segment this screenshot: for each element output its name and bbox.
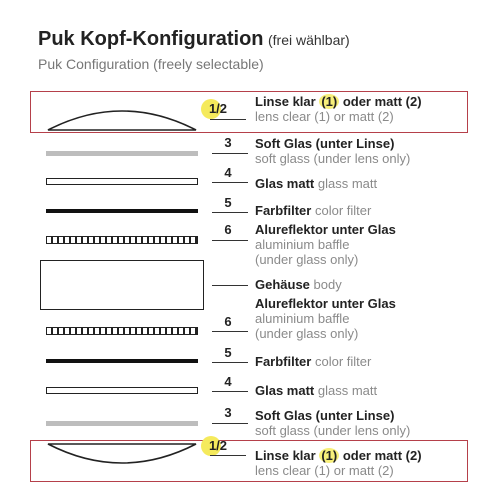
baffle-top-shape (46, 236, 198, 244)
lens-top-label-2: oder matt (2) (339, 94, 422, 109)
housing-body-shape (40, 260, 204, 310)
filter-bottom-leader (212, 362, 248, 363)
housing-label-bold: Gehäuse (255, 277, 310, 292)
soft-bottom-label (255, 408, 410, 438)
soft-top-label-bold: Soft Glas (unter Linse) (255, 136, 395, 151)
lens-bottom-label (255, 448, 422, 478)
matt-bottom-label-bold: Glas matt (255, 383, 315, 398)
baffle-bottom-label (255, 296, 396, 341)
soft-bottom-leader (212, 423, 248, 424)
lens-top-sub: lens clear (1) or matt (2) (255, 109, 394, 124)
baffle-top-label (255, 222, 396, 267)
lens-bottom-label-2: oder matt (2) (339, 448, 422, 463)
baffle-top-sub1: aluminium baffle (255, 237, 350, 252)
filter-bottom-number: 5 (224, 345, 232, 360)
matt-top-leader (212, 182, 248, 183)
baffle-top-label-bold: Alureflektor unter Glas (255, 222, 396, 237)
housing-label (255, 277, 342, 292)
soft-top-number: 3 (224, 135, 232, 150)
lens-bottom-label-hl: (1) (321, 448, 338, 463)
lens-bottom-sub: lens clear (1) or matt (2) (255, 463, 394, 478)
lens-top-label (255, 94, 422, 124)
soft-glass-top-shape (46, 151, 198, 156)
filter-bottom-label-normal: color filter (314, 354, 372, 369)
baffle-bottom-sub1: aluminium baffle (255, 311, 350, 326)
matt-top-number: 4 (224, 165, 232, 180)
filter-bottom-label-bold: Farbfilter (255, 354, 312, 369)
matt-top-label-normal: glass matt (317, 176, 378, 191)
lens-bottom-label-1: Linse klar (255, 448, 320, 463)
lens-top-number: 1/2 (208, 101, 228, 116)
filter-top-label-bold: Farbfilter (255, 203, 312, 218)
soft-glass-bottom-shape (46, 421, 198, 426)
filter-top-leader (212, 212, 248, 213)
filter-top-label-normal: color filter (314, 203, 372, 218)
color-filter-top-shape (46, 209, 198, 213)
soft-top-sub: soft glass (under lens only) (255, 151, 411, 166)
housing-label-normal: body (313, 277, 342, 292)
color-filter-bottom-shape (46, 359, 198, 363)
matt-top-label (255, 176, 377, 191)
lens-bottom-leader (210, 455, 246, 456)
housing-leader (212, 285, 248, 286)
baffle-bottom-sub2: (under glass only) (255, 326, 359, 341)
soft-bottom-label-bold: Soft Glas (unter Linse) (255, 408, 395, 423)
soft-top-leader (212, 153, 248, 154)
lens-top-label-1: Linse klar (255, 94, 320, 109)
matt-bottom-leader (212, 391, 248, 392)
page-subtitle: Puk Configuration (freely selectable) (38, 56, 264, 72)
glass-matt-top-shape (46, 178, 198, 185)
filter-bottom-label (255, 354, 371, 369)
matt-top-label-bold: Glas matt (255, 176, 315, 191)
filter-top-label (255, 203, 371, 218)
baffle-bottom-shape (46, 327, 198, 335)
matt-bottom-number: 4 (224, 374, 232, 389)
lens-bottom-shape (42, 440, 202, 474)
title-paren: (frei wählbar) (267, 32, 350, 48)
lens-bottom-number: 1/2 (208, 438, 228, 453)
baffle-bottom-number: 6 (224, 314, 232, 329)
filter-top-number: 5 (224, 195, 232, 210)
matt-bottom-label (255, 383, 377, 398)
page-title (38, 28, 350, 51)
baffle-top-leader (212, 240, 248, 241)
title-main: Puk Kopf-Konfiguration (38, 28, 264, 50)
soft-top-label (255, 136, 410, 166)
baffle-top-number: 6 (224, 222, 232, 237)
subtitle-text: Puk Configuration (freely selectable (38, 56, 260, 72)
soft-bottom-sub: soft glass (under lens only) (255, 423, 411, 438)
soft-bottom-number: 3 (224, 405, 232, 420)
lens-top-shape (42, 100, 202, 134)
glass-matt-bottom-shape (46, 387, 198, 394)
matt-bottom-label-normal: glass matt (317, 383, 378, 398)
baffle-bottom-leader (212, 331, 248, 332)
lens-top-leader (210, 119, 246, 120)
baffle-bottom-label-bold: Alureflektor unter Glas (255, 296, 396, 311)
lens-top-label-hl: (1) (321, 94, 338, 109)
baffle-top-sub2: (under glass only) (255, 252, 359, 267)
